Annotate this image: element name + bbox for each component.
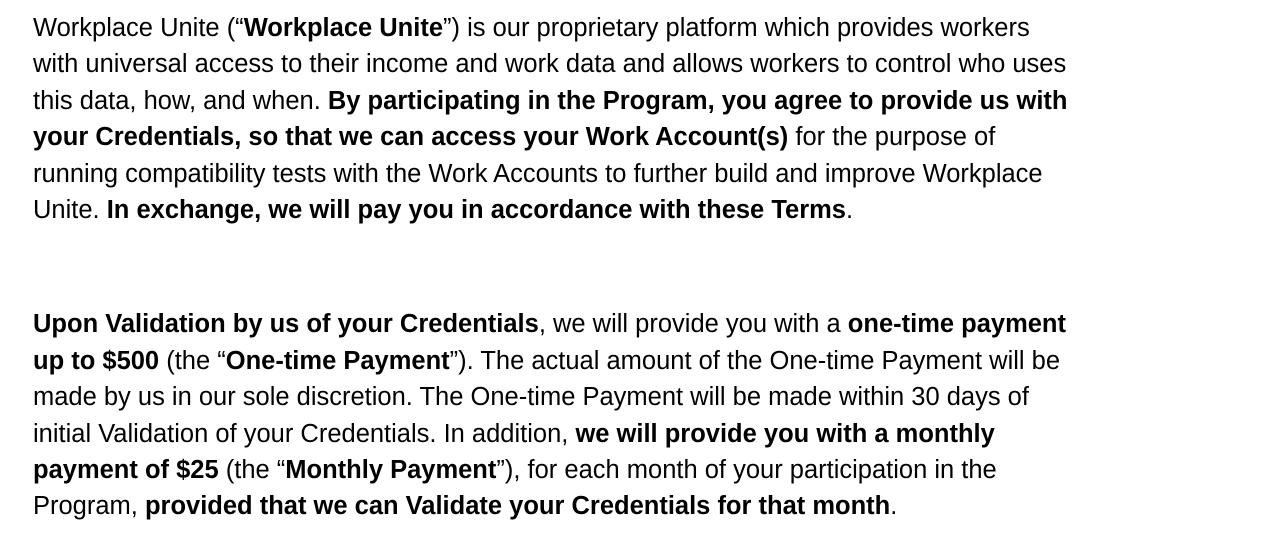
text-run-bold: Upon Validation by us of your Credentials xyxy=(33,310,539,339)
text-line xyxy=(33,379,1255,415)
text-line xyxy=(33,306,1255,342)
text-run-bold: we will provide you with a monthly xyxy=(575,419,995,448)
text-run: Workplace Unite (“ xyxy=(33,14,244,42)
text-run-bold: One-time Payment xyxy=(225,346,450,375)
text-line xyxy=(33,119,1255,155)
text-run: for the purpose of xyxy=(788,123,996,152)
text-run: Program, xyxy=(33,492,145,521)
text-run-bold: payment of $25 xyxy=(33,455,219,484)
text-line xyxy=(33,10,1255,46)
text-run-bold: Monthly Payment xyxy=(285,455,497,484)
text-line xyxy=(33,46,1255,82)
text-run: with universal access to their income and work data and allows workers to control who uses xyxy=(33,50,1067,79)
text-line xyxy=(33,488,1255,524)
text-run: running compatibility tests with the Work Accounts to further build and improve Workplace xyxy=(33,159,1043,188)
text-run: (the “ xyxy=(159,346,226,375)
document-body xyxy=(33,10,1255,525)
text-run: ”), for each month of your participation in the xyxy=(496,455,997,484)
text-line xyxy=(33,192,1255,228)
text-run-bold: In exchange, we will pay you in accordance with these Terms xyxy=(106,195,846,224)
text-run: made by us in our sole discretion. The One-time Payment will be made within 30 days of xyxy=(33,383,1029,412)
text-run-bold: one-time payment xyxy=(847,310,1067,339)
text-line xyxy=(33,416,1255,452)
text-run-bold: provided that we can Validate your Credentials for that month xyxy=(144,492,891,521)
text-run-bold: By participating in the Program, you agree to provide us with xyxy=(327,86,1068,115)
paragraph-platform-description xyxy=(33,10,1255,228)
text-run-bold: your Credentials, so that we can access your Work Account(s) xyxy=(33,123,789,152)
text-line xyxy=(33,343,1255,379)
text-line xyxy=(33,452,1255,488)
text-run: initial Validation of your Credentials. In addition, xyxy=(33,419,576,448)
text-run: . xyxy=(890,492,898,521)
text-run: (the “ xyxy=(218,455,286,484)
text-run-bold: Workplace Unite xyxy=(243,14,444,42)
text-run: ”). The actual amount of the One-time Payment will be xyxy=(449,346,1061,375)
text-run: , we will provide you with a xyxy=(538,310,848,339)
paragraph-payment-terms xyxy=(33,306,1255,524)
text-run-bold: up to $500 xyxy=(33,346,160,375)
text-run: this data, how, and when. xyxy=(33,86,328,115)
text-run: . xyxy=(845,195,854,224)
text-run: Unite. xyxy=(33,195,107,224)
text-run: ”) is our proprietary platform which provides workers xyxy=(443,14,1030,42)
text-line xyxy=(33,83,1255,119)
text-line xyxy=(33,156,1255,192)
